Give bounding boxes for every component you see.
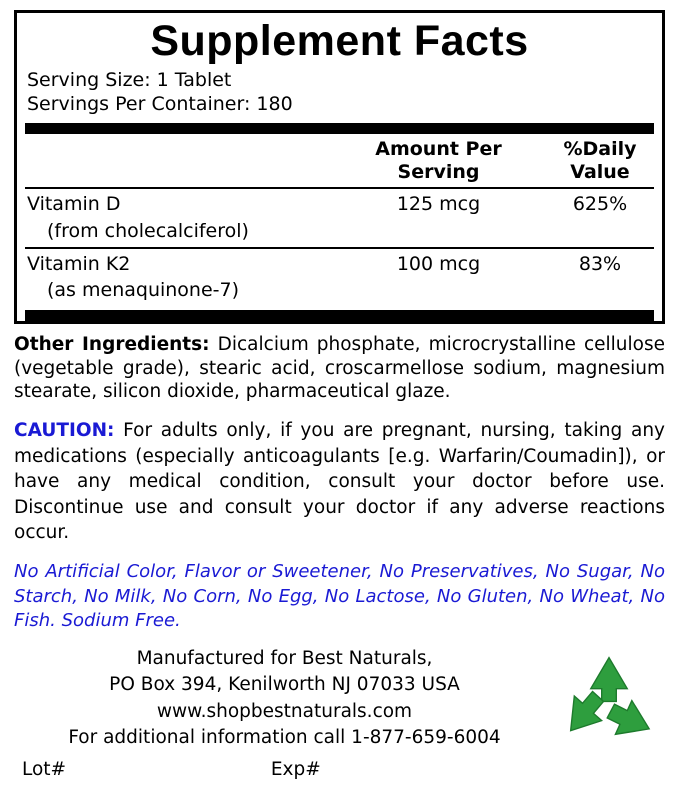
other-ingredients-label: Other Ingredients:: [14, 334, 210, 356]
company-phone: For additional information call 1-877-659-6004: [68, 726, 501, 748]
other-ingredients-text: Dicalcium phosphate, microcrystalline cellulose (vegetable grade), stearic acid, croscarmellose sodium, magnesium stearate, silicon dioxide, pharmaceutical glaze.: [14, 334, 666, 403]
serving-size: Serving Size: 1 Tablet: [27, 69, 232, 92]
table-header: [25, 134, 654, 188]
lot-number-label: Lot#: [22, 759, 67, 781]
column-header-amount-line2: Serving: [397, 160, 480, 183]
caution-label: CAUTION:: [14, 420, 115, 442]
company-website: www.shopbestnaturals.com: [156, 700, 413, 722]
recycle-icon: [561, 654, 657, 738]
company-address: PO Box 394, Kenilworth NJ 07033 USA: [109, 674, 460, 696]
nutrient-name: Vitamin K2: [27, 252, 131, 275]
nutrient-source: (as menaquinone-7): [47, 279, 240, 302]
divider-thick-bottom: [25, 310, 654, 321]
table-row: [25, 189, 654, 246]
column-header-dv-line2: Value: [570, 160, 630, 183]
nutrient-daily-value: 625%: [572, 193, 628, 216]
nutrient-name: Vitamin D: [27, 193, 121, 216]
column-header-amount: [331, 138, 546, 184]
column-header-daily-value: [546, 138, 654, 184]
nutrient-amount: 100 mcg: [396, 252, 481, 275]
free-from-claims: No Artificial Color, Flavor or Sweetener, No Preservatives, No Sugar, No Starch, No Milk, No Corn, No Egg, No Lactose, No Gluten, No Wheat, No Fish. Sodium Free.: [14, 560, 665, 632]
supplement-facts-panel: [14, 10, 665, 324]
lot-exp-row: [14, 757, 665, 783]
nutrient-daily-value: 83%: [578, 252, 622, 275]
exp-date-label: Exp#: [270, 759, 321, 781]
table-row: [25, 249, 654, 306]
other-ingredients: [14, 333, 665, 404]
caution-text: For adults only, if you are pregnant, nursing, taking any medications (especially anticoagulants [e.g. Warfarin/Coumadin]), or have any medical condition, consult your doctor before use. Discontinue use and consult your doctor if any adverse reactions occur.: [14, 420, 665, 544]
nutrient-source: (from cholecalciferol): [47, 220, 249, 243]
manufactured-for: Manufactured for Best Naturals,: [136, 648, 433, 670]
divider-thick-top: [25, 123, 654, 134]
caution-statement: [14, 418, 665, 546]
column-header-amount-line1: Amount Per: [375, 137, 502, 160]
page-title: Supplement Facts: [150, 17, 529, 65]
column-header-dv-line1: %Daily: [563, 137, 637, 160]
nutrient-amount: 125 mcg: [396, 193, 481, 216]
servings-per-container: Servings Per Container: 180: [27, 93, 293, 116]
footer: [14, 646, 665, 783]
